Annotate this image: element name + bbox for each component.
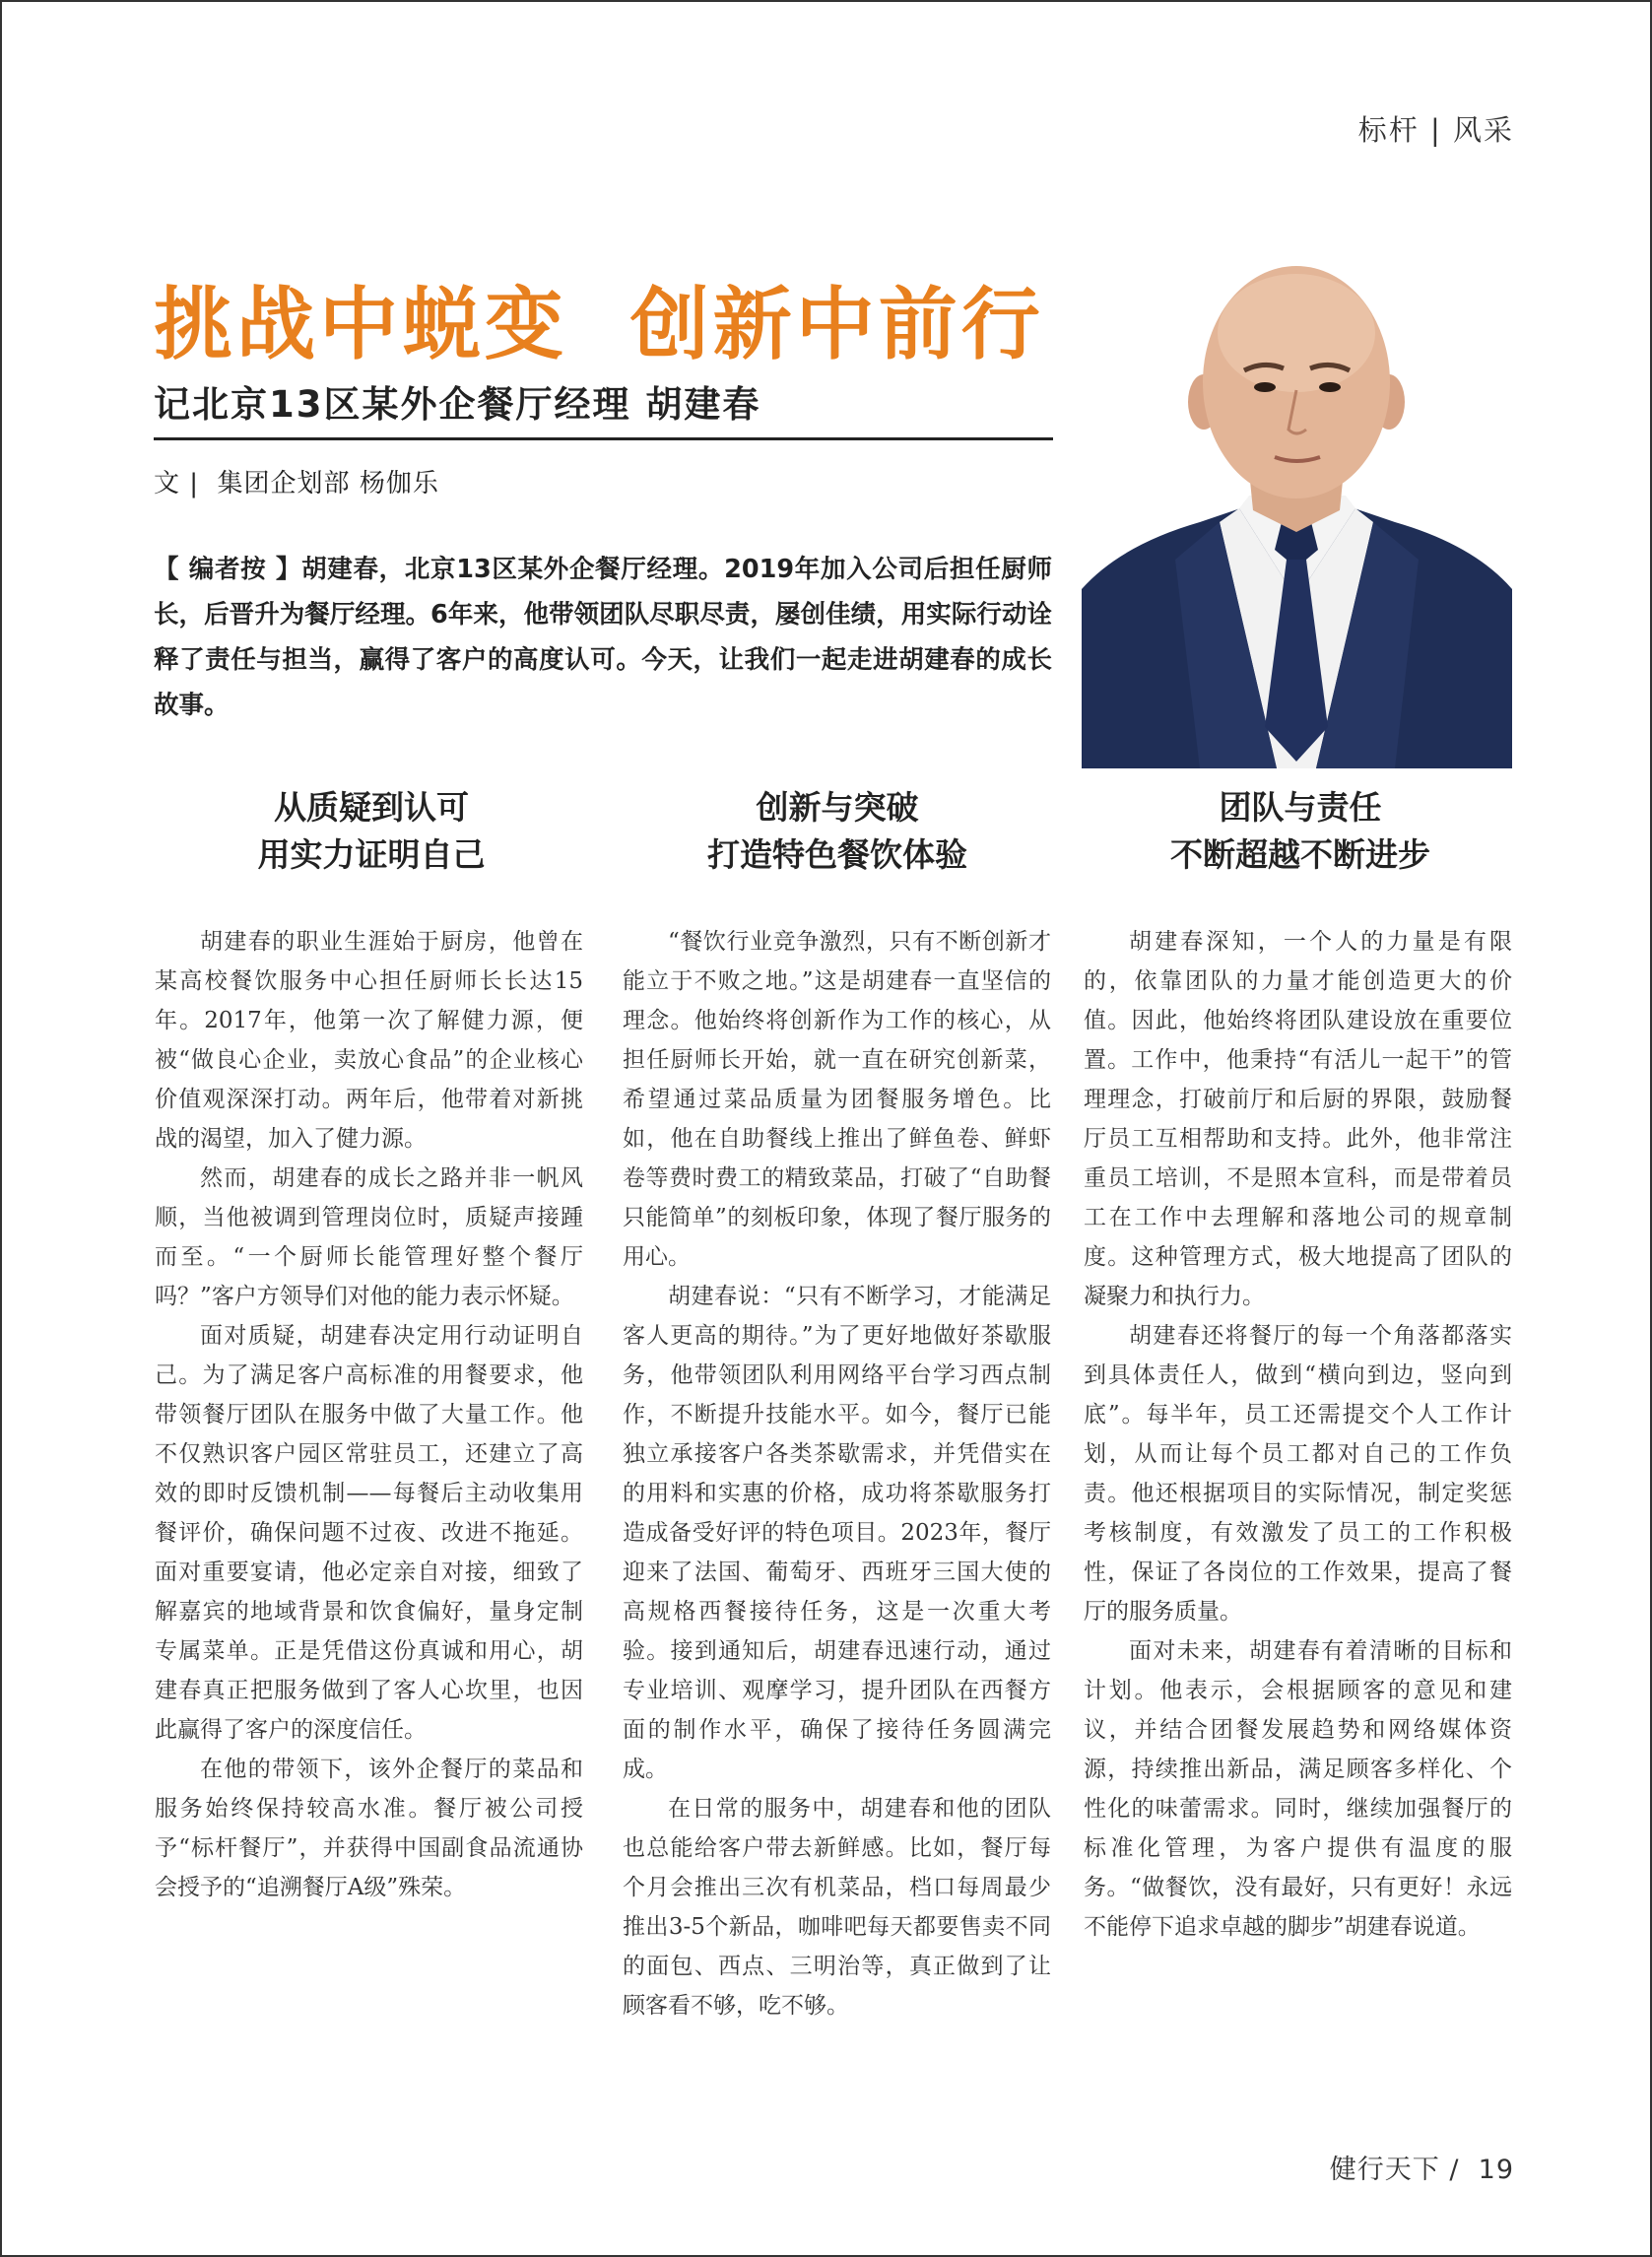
column-1-paragraph: 胡建春的职业生涯始于厨房，他曾在某高校餐饮服务中心担任厨师长长达15年。2017年，他第一次了解健力源，便被“做良心企业，卖放心食品”的企业核心价值观深深打动。两年后，他带着对新挑战的渴望，加入了健力源。: [155, 929, 583, 1152]
column-heading-1-line-2: 用实力证明自己: [257, 835, 486, 874]
column-3-paragraph: 面对未来，胡建春有着清晰的目标和计划。他表示，会根据顾客的意见和建议，并结合团餐发展趋势和网络媒体资源，持续推出新品，满足顾客多样化、个性化的味蕾需求。同时，继续加强餐厅的标准化管理，为客户提供有温度的服务。“做餐饮，没有最好，只有更好！永远不能停下追求卓越的脚步”胡建春说道。: [1084, 1638, 1512, 1940]
column-heading-1: [155, 784, 588, 879]
column-2-paragraph: 在日常的服务中，胡建春和他的团队也总能给客户带去新鲜感。比如，餐厅每个月会推出三次有机菜品，档口每周最少推出3-5个新品，咖啡吧每天都要售卖不同的面包、西点、三明治等，真正做到了让顾客看不够，吃不够。: [623, 1796, 1051, 2019]
byline: 文 | 集团企划部 杨伽乐: [154, 469, 439, 498]
portrait-illustration: [1082, 264, 1512, 768]
article-column-3: [1084, 922, 1512, 1947]
article-column-1: [155, 922, 583, 1907]
column-heading-2-line-2: 打造特色餐饮体验: [707, 835, 967, 874]
column-heading-2-line-1: 创新与突破: [756, 788, 919, 827]
article-title: 挑战中蜕变 创新中前行: [154, 279, 1044, 370]
column-1-paragraph: 然而，胡建春的成长之路并非一帆风顺，当他被调到管理岗位时，质疑声接踵而至。“一个厨师长能管理好整个餐厅吗？”客户方领导们对他的能力表示怀疑。: [155, 1165, 583, 1309]
column-heading-3-line-1: 团队与责任: [1219, 788, 1382, 827]
column-3-paragraph: 胡建春深知，一个人的力量是有限的，依靠团队的力量才能创造更大的价值。因此，他始终将团队建设放在重要位置。工作中，他秉持“有活儿一起干”的管理理念，打破前厅和后厨的界限，鼓励餐厅员工互相帮助和支持。此外，他非常注重员工培训，不是照本宣科，而是带着员工在工作中去理解和落地公司的规章制度。这种管理方式，极大地提高了团队的凝聚力和执行力。: [1084, 929, 1512, 1309]
article-subtitle: 记北京13区某外企餐厅经理 胡建春: [154, 383, 761, 426]
column-heading-3: [1084, 784, 1517, 879]
section-tag: 标杆 | 风采: [1357, 113, 1514, 147]
column-2-paragraph: “餐饮行业竞争激烈，只有不断创新才能立于不败之地。”这是胡建春一直坚信的理念。他始终将创新作为工作的核心，从担任厨师长开始，就一直在研究创新菜，希望通过菜品质量为团餐服务增色。比如，他在自助餐线上推出了鲜鱼卷、鲜虾卷等费时费工的精致菜品，打破了“自助餐只能简单”的刻板印象，体现了餐厅服务的用心。: [623, 929, 1051, 1270]
article-column-2: [623, 922, 1051, 2025]
column-heading-2: [621, 784, 1054, 879]
portrait-photo: [1082, 264, 1512, 768]
editor-note: 【 编者按 】胡建春，北京13区某外企餐厅经理。2019年加入公司后担任厨师长，后晋升为餐厅经理。6年来，他带领团队尽职尽责，屡创佳绩，用实际行动诠释了责任与担当，赢得了客户的高度认可。今天，让我们一起走进胡建春的成长故事。: [154, 555, 1052, 720]
column-3-paragraph: 胡建春还将餐厅的每一个角落都落实到具体责任人，做到“横向到边，竖向到底”。每半年，员工还需提交个人工作计划，从而让每个员工都对自己的工作负责。他还根据项目的实际情况，制定奖惩考核制度，有效激发了员工的工作积极性，保证了各岗位的工作效果，提高了餐厅的服务质量。: [1084, 1323, 1512, 1625]
title-divider: [154, 437, 1053, 440]
page-footer: 健行天下 / 19: [1329, 2155, 1514, 2185]
column-heading-3-line-2: 不断超越不断进步: [1170, 835, 1430, 874]
column-2-paragraph: 胡建春说：“只有不断学习，才能满足客人更高的期待。”为了更好地做好茶歇服务，他带领团队利用网络平台学习西点制作，不断提升技能水平。如今，餐厅已能独立承接客户各类茶歇需求，并凭借实在的用料和实惠的价格，成功将茶歇服务打造成备受好评的特色项目。2023年，餐厅迎来了法国、葡萄牙、西班牙三国大使的高规格西餐接待任务，这是一次重大考验。接到通知后，胡建春迅速行动，通过专业培训、观摩学习，提升团队在西餐方面的制作水平，确保了接待任务圆满完成。: [623, 1284, 1051, 1782]
column-1-paragraph: 在他的带领下，该外企餐厅的菜品和服务始终保持较高水准。餐厅被公司授予“标杆餐厅”，并获得中国副食品流通协会授予的“追溯餐厅A级”殊荣。: [155, 1757, 583, 1900]
column-heading-1-line-1: 从质疑到认可: [274, 788, 469, 827]
column-1-paragraph: 面对质疑，胡建春决定用行动证明自己。为了满足客户高标准的用餐要求，他带领餐厅团队在服务中做了大量工作。他不仅熟识客户园区常驻员工，还建立了高效的即时反馈机制——每餐后主动收集用餐评价，确保问题不过夜、改进不拖延。面对重要宴请，他必定亲自对接，细致了解嘉宾的地域背景和饮食偏好，量身定制专属菜单。正是凭借这份真诚和用心，胡建春真正把服务做到了客人心坎里，也因此赢得了客户的深度信任。: [155, 1323, 583, 1743]
